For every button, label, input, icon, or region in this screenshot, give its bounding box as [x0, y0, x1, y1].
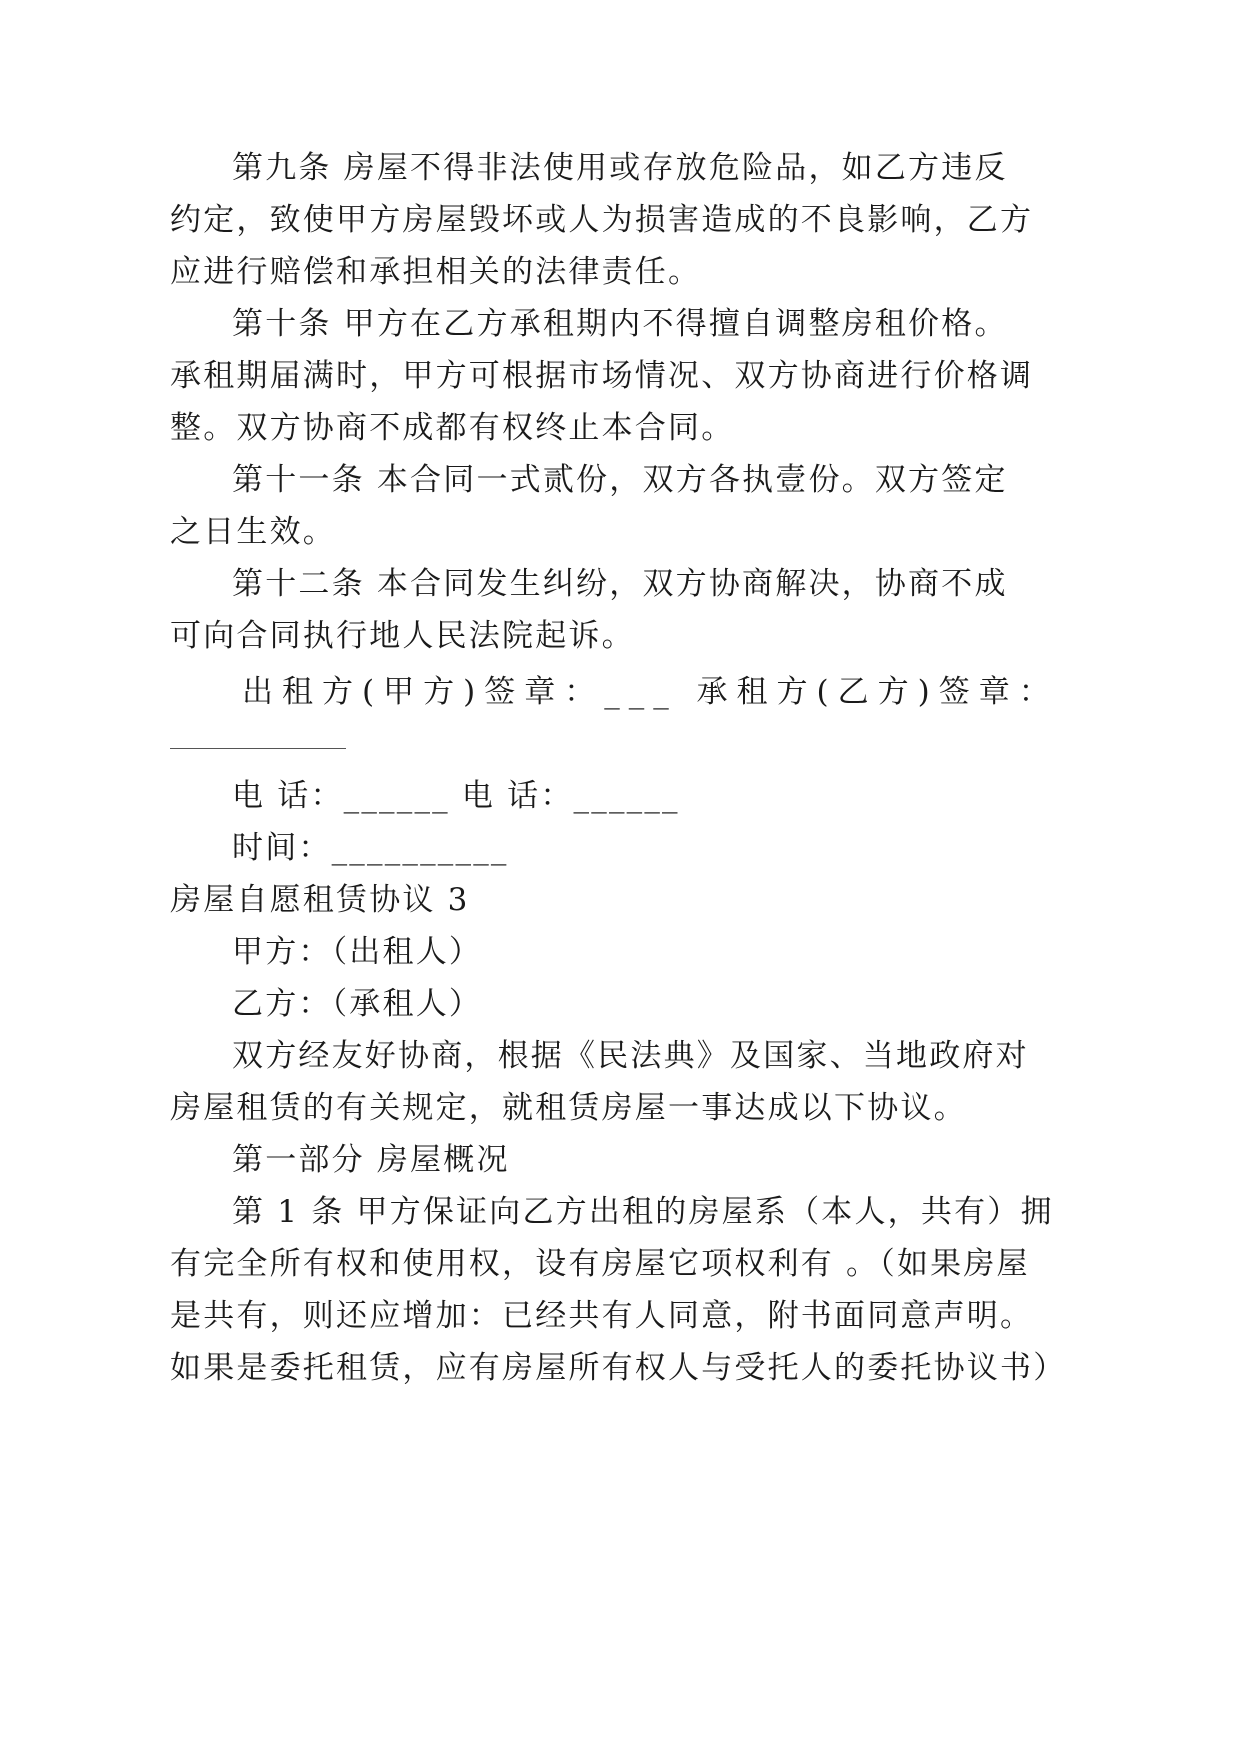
article-1-line-4: 如果是委托租赁，应有房屋所有权人与受托人的委托协议书）: [170, 1350, 1067, 1386]
article-9-line-3: 应进行赔偿和承担相关的法律责任。: [170, 254, 702, 290]
article-9-line-1: 第九条 房屋不得非法使用或存放危险品，如乙方违反: [232, 150, 1008, 186]
article-10-line-3: 整。双方协商不成都有权终止本合同。: [170, 410, 735, 446]
part-one-heading: 第一部分 房屋概况: [232, 1142, 510, 1178]
signature-line: 出租方(甲方)签章：___ 承租方(乙方)签章：: [242, 674, 1059, 710]
agreement-title: 房屋自愿租赁协议 3: [170, 882, 470, 918]
article-12-line-2: 可向合同执行地人民法院起诉。: [170, 618, 635, 654]
preamble-line-2: 房屋租赁的有关规定，就租赁房屋一事达成以下协议。: [170, 1090, 967, 1126]
party-a-line: 甲方：（出租人）: [232, 934, 483, 970]
article-1-line-1: 第 1 条 甲方保证向乙方出租的房屋系（本人，共有）拥: [232, 1194, 1054, 1230]
signature-rule: [170, 748, 346, 749]
article-11-line-2: 之日生效。: [170, 514, 336, 550]
article-9-line-2: 约定，致使甲方房屋毁坏或人为损害造成的不良影响，乙方: [170, 202, 1034, 238]
article-10-line-1: 第十条 甲方在乙方承租期内不得擅自调整房租价格。: [232, 306, 1008, 342]
article-12-line-1: 第十二条 本合同发生纠纷，双方协商解决，协商不成: [232, 566, 1008, 602]
phone-line: 电 话：______ 电 话：______: [232, 778, 680, 814]
party-b-line: 乙方：（承租人）: [232, 986, 483, 1022]
date-line: 时间：__________: [232, 830, 509, 866]
preamble-line-1: 双方经友好协商，根据《民法典》及国家、当地政府对: [232, 1038, 1029, 1074]
article-11-line-1: 第十一条 本合同一式贰份，双方各执壹份。双方签定: [232, 462, 1008, 498]
article-1-line-2: 有完全所有权和使用权，设有房屋它项权利有 。（如果房屋: [170, 1246, 1030, 1282]
article-1-line-3: 是共有，则还应增加：已经共有人同意，附书面同意声明。: [170, 1298, 1034, 1334]
article-10-line-2: 承租期届满时，甲方可根据市场情况、双方协商进行价格调: [170, 358, 1034, 394]
